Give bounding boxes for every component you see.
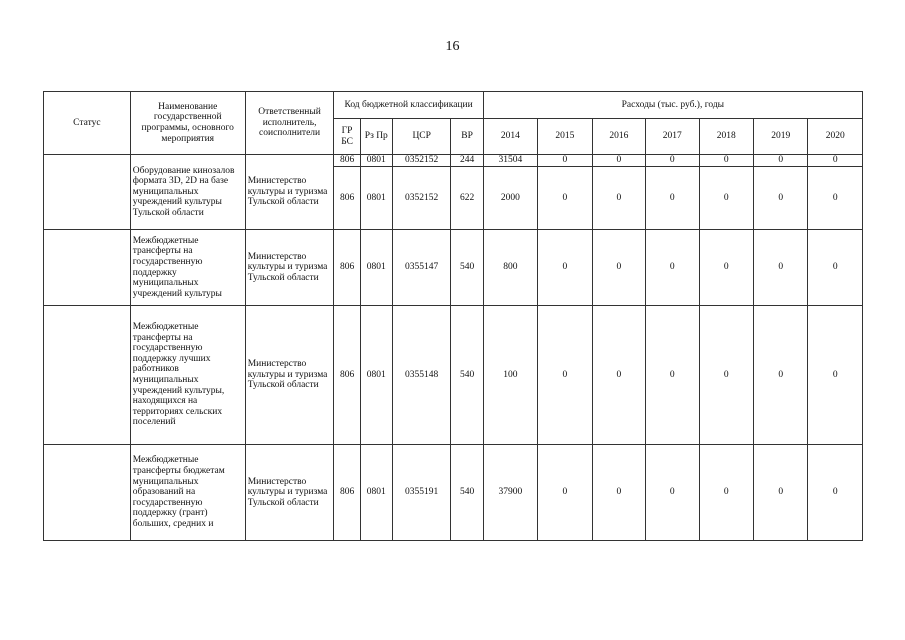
value-cell: 0: [808, 445, 863, 541]
header-grbs: ГР БС: [334, 119, 360, 155]
table-body: [44, 155, 863, 541]
value-cell: 0: [538, 230, 592, 306]
header-csr: ЦСР: [392, 119, 450, 155]
value-cell: 0: [592, 167, 645, 230]
table-header: [44, 92, 863, 155]
value-cell: 0: [808, 167, 863, 230]
value-cell: 800: [483, 230, 537, 306]
vr-cell: 622: [451, 167, 483, 230]
table-row: [44, 155, 863, 167]
grbs-cell: 806: [334, 445, 360, 541]
grbs-cell: 806: [334, 155, 360, 167]
value-cell: 0: [538, 306, 592, 445]
table-row: [44, 306, 863, 445]
value-cell: 0: [753, 306, 807, 445]
value-cell: 0: [753, 230, 807, 306]
header-program-name: Наименование государственной программы, основного мероприятия: [130, 92, 245, 155]
value-cell: 0: [699, 230, 753, 306]
status-cell: [44, 445, 131, 541]
csr-cell: 0352152: [392, 167, 450, 230]
vr-cell: 540: [451, 306, 483, 445]
program-name-cell: Межбюджетные трансферты бюджетам муниципальных образований на государственную поддержку (грант) больших, средних и: [130, 445, 245, 541]
header-vr: ВР: [451, 119, 483, 155]
header-year: 2019: [753, 119, 807, 155]
vr-cell: 540: [451, 445, 483, 541]
header-rzpr: Рз Пр: [360, 119, 392, 155]
header-year: 2016: [592, 119, 645, 155]
value-cell: 0: [646, 167, 699, 230]
rzpr-cell: 0801: [360, 167, 392, 230]
value-cell: 0: [699, 306, 753, 445]
value-cell: 0: [753, 445, 807, 541]
status-cell: [44, 306, 131, 445]
value-cell: 0: [646, 306, 699, 445]
rzpr-cell: 0801: [360, 445, 392, 541]
responsible-cell: Министерство культуры и туризма Тульской области: [245, 230, 334, 306]
value-cell: 0: [538, 167, 592, 230]
responsible-cell: Министерство культуры и туризма Тульской области: [245, 306, 334, 445]
header-year: 2017: [646, 119, 699, 155]
value-cell: 0: [808, 230, 863, 306]
value-cell: 0: [646, 445, 699, 541]
status-cell: [44, 155, 131, 230]
program-name-cell: Оборудование кинозалов формата 3D, 2D на базе муниципальных учреждений культуры Тульской области: [130, 155, 245, 230]
budget-table: [43, 91, 863, 541]
value-cell: 0: [753, 167, 807, 230]
header-budget-code: Код бюджетной классификации: [334, 92, 483, 119]
rzpr-cell: 0801: [360, 155, 392, 167]
status-cell: [44, 230, 131, 306]
header-year: 2020: [808, 119, 863, 155]
header-year: 2015: [538, 119, 592, 155]
value-cell: 0: [808, 155, 863, 167]
header-year: 2018: [699, 119, 753, 155]
program-name-cell: Межбюджетные трансферты на государственную поддержку муниципальных учреждений культуры: [130, 230, 245, 306]
csr-cell: 0355148: [392, 306, 450, 445]
value-cell: 0: [592, 230, 645, 306]
vr-cell: 244: [451, 155, 483, 167]
rzpr-cell: 0801: [360, 230, 392, 306]
header-year: 2014: [483, 119, 537, 155]
csr-cell: 0355191: [392, 445, 450, 541]
grbs-cell: 806: [334, 167, 360, 230]
table-row: [44, 230, 863, 306]
table-row: [44, 445, 863, 541]
grbs-cell: 806: [334, 306, 360, 445]
value-cell: 0: [699, 155, 753, 167]
value-cell: 0: [753, 155, 807, 167]
header-status: Статус: [44, 92, 131, 155]
csr-cell: 0355147: [392, 230, 450, 306]
vr-cell: 540: [451, 230, 483, 306]
value-cell: 100: [483, 306, 537, 445]
rzpr-cell: 0801: [360, 306, 392, 445]
value-cell: 0: [592, 306, 645, 445]
value-cell: 0: [538, 155, 592, 167]
value-cell: 0: [808, 306, 863, 445]
value-cell: 0: [538, 445, 592, 541]
header-responsible: Ответственный исполнитель, соисполнители: [245, 92, 334, 155]
program-name-cell: Межбюджетные трансферты на государственную поддержку лучших работников муниципальных учреждений культуры, находящихся на территориях сельских поселений: [130, 306, 245, 445]
header-expenses: Расходы (тыс. руб.), годы: [483, 92, 862, 119]
csr-cell: 0352152: [392, 155, 450, 167]
grbs-cell: 806: [334, 230, 360, 306]
value-cell: 0: [646, 155, 699, 167]
value-cell: 0: [699, 167, 753, 230]
value-cell: 0: [646, 230, 699, 306]
value-cell: 31504: [483, 155, 537, 167]
value-cell: 0: [592, 155, 645, 167]
page-number: 16: [445, 39, 460, 54]
value-cell: 0: [592, 445, 645, 541]
responsible-cell: Министерство культуры и туризма Тульской области: [245, 155, 334, 230]
responsible-cell: Министерство культуры и туризма Тульской области: [245, 445, 334, 541]
value-cell: 0: [699, 445, 753, 541]
value-cell: 2000: [483, 167, 537, 230]
value-cell: 37900: [483, 445, 537, 541]
